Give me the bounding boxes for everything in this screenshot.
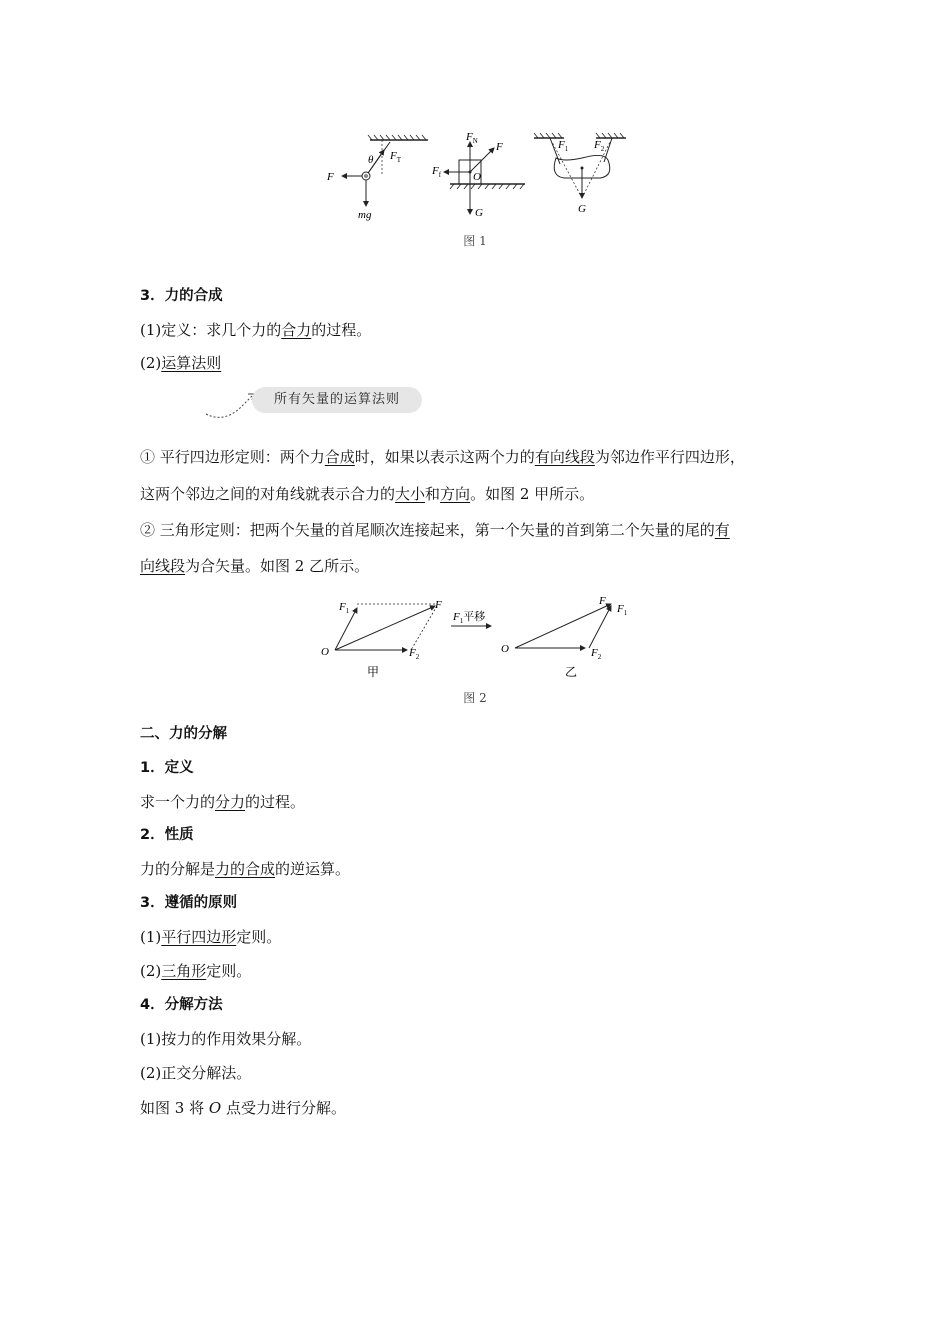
section-3-heading: 3．力的合成 — [140, 288, 223, 304]
figure-2-translate-arrow — [451, 609, 491, 626]
triangle-rule-line-1: ② 三角形定则：把两个矢量的首尾顺次连接起来，第一个矢量的首到第二个矢量的尾的有 — [140, 521, 730, 539]
fig2-right-f2-label: $F_2$ — [591, 647, 602, 661]
fig1-applied-label: F — [496, 141, 503, 153]
fig2-f-label: F — [435, 599, 442, 611]
fig1-tension-label: $F_T$ — [390, 150, 402, 164]
triangle-rule-line-2: 向线段为合矢量。如图 2 乙所示。 — [140, 557, 370, 575]
method-effect: (1)按力的作用效果分解。 — [140, 1030, 312, 1048]
parallelogram-rule-line-2: 这两个邻边之间的对角线就表示合力的大小和方向。如图 2 甲所示。 — [140, 485, 595, 503]
fig1-theta-label: θ — [368, 154, 374, 166]
parallelogram-rule-line-1: ① 平行四边形定则：两个力合成时，如果以表示这两个力的有向线段为邻边作平行四边形， — [140, 448, 745, 466]
fig1-point-o-label: O — [473, 171, 481, 183]
fig2-f1-label: $F_1$ — [339, 601, 350, 615]
figure-1c-object-two-ropes — [534, 133, 626, 215]
vector-rule-bubble: 所有矢量的运算法则 — [252, 387, 422, 413]
decomposition-heading: 二、力的分解 — [140, 726, 227, 742]
fig1-friction-label: $F_f$ — [432, 165, 442, 179]
fig1-rope2-label: $F_2$ — [594, 139, 605, 153]
principle-triangle: (2)三角形定则。 — [140, 962, 252, 980]
fig2-f2-label: $F_2$ — [409, 647, 420, 661]
principle-parallelogram: (1)平行四边形定则。 — [140, 928, 282, 946]
fig2-right-f1-label: $F_1$ — [617, 603, 628, 617]
fig1-weight-label: mg — [358, 209, 372, 221]
fig1-c-gravity-label: G — [578, 203, 586, 215]
callout-dashed-arrow — [200, 388, 260, 422]
figure-2-triangle — [501, 595, 628, 679]
fig2-right-o-label: O — [501, 643, 509, 655]
method-heading: 4．分解方法 — [140, 997, 223, 1013]
property-text: 力的分解是力的合成的逆运算。 — [140, 860, 351, 878]
fig1-normal-label: $F_N$ — [466, 131, 478, 145]
fig2-o-label: O — [321, 646, 329, 658]
figure-1a-hanging-ball — [326, 135, 428, 221]
figure-3-reference: 如图 3 将 O 点受力进行分解。 — [140, 1099, 346, 1117]
figure-2-caption: 图 2 — [463, 691, 487, 705]
composition-definition: (1)定义：求几个力的合力的过程。 — [140, 321, 372, 339]
figure-1b-block-on-ground — [431, 131, 525, 219]
definition-text: 求一个力的分力的过程。 — [140, 793, 306, 811]
figure-1-caption: 图 1 — [463, 234, 487, 248]
definition-heading: 1．定义 — [140, 760, 194, 776]
fig1-rope1-label: $F_1$ — [558, 139, 569, 153]
fig1-gravity-label: G — [475, 207, 483, 219]
svg-text:F1平移: $F_1$平移 — [453, 611, 486, 625]
fig2-jia-label: 甲 — [367, 665, 380, 679]
figure-2 — [315, 594, 645, 684]
figure-2-parallelogram — [321, 599, 442, 679]
fig1-force-label: F — [327, 171, 334, 183]
fig2-yi-label: 乙 — [565, 665, 578, 679]
operation-rule-line: (2)运算法则 — [140, 354, 222, 372]
principle-heading: 3．遵循的原则 — [140, 895, 238, 911]
property-heading: 2．性质 — [140, 827, 194, 843]
fig2-right-f-label: F — [599, 595, 606, 607]
method-orthogonal: (2)正交分解法。 — [140, 1064, 252, 1082]
figure-1 — [320, 128, 640, 228]
